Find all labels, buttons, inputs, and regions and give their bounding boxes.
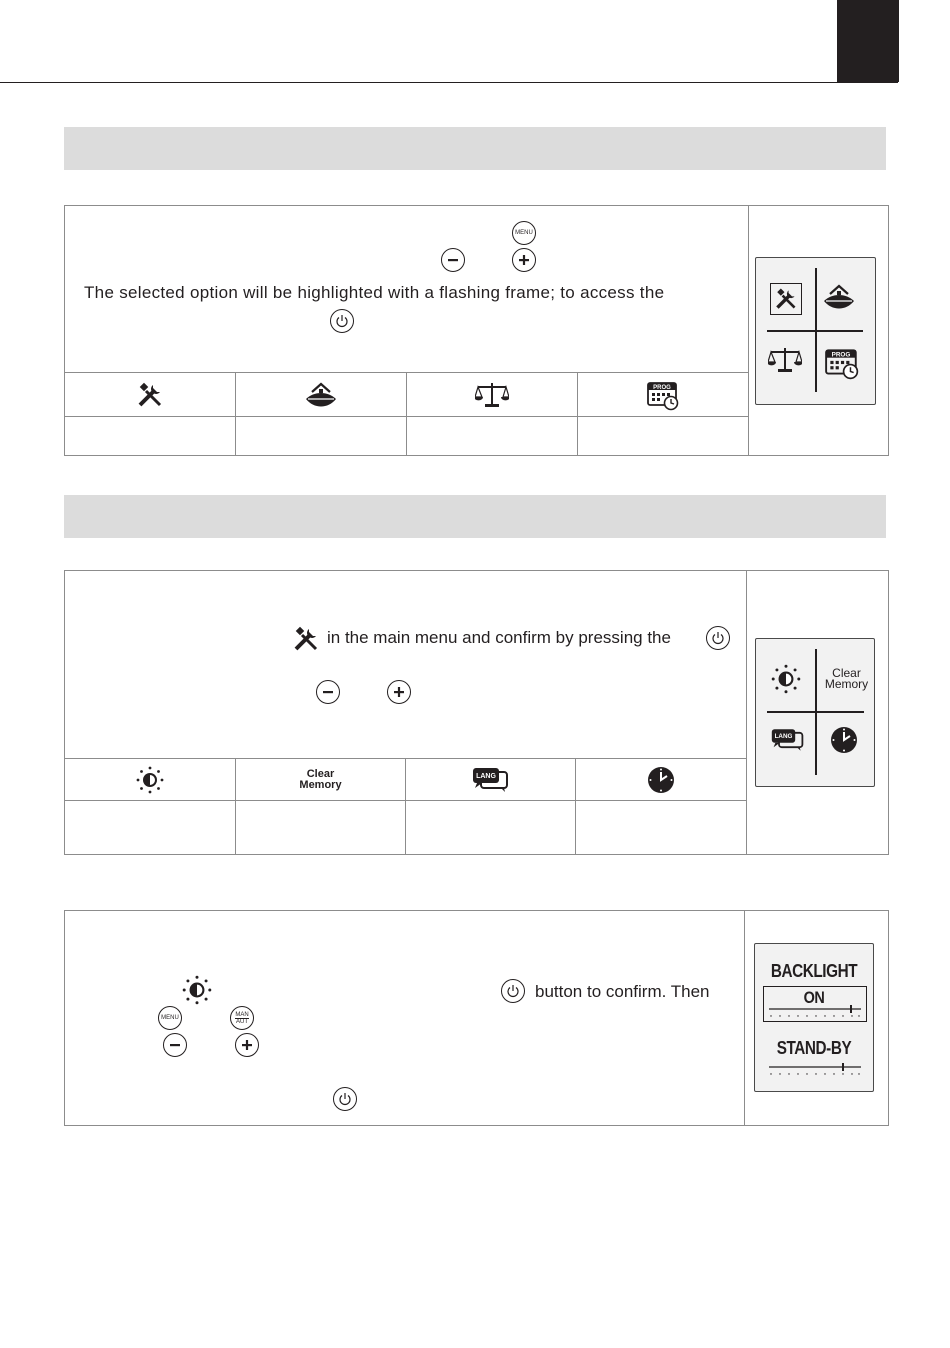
plus-button-icon bbox=[235, 1033, 259, 1057]
scales-icon bbox=[407, 373, 577, 416]
tools-icon bbox=[65, 373, 235, 416]
home-leaf-icon bbox=[236, 373, 406, 416]
page-corner-tab bbox=[837, 0, 899, 82]
clock-icon bbox=[576, 759, 746, 800]
power-button-icon bbox=[330, 309, 354, 333]
power-button-icon bbox=[501, 979, 525, 1003]
brightness-icon bbox=[181, 974, 213, 1011]
scales-icon bbox=[768, 346, 802, 379]
prog-calendar-icon bbox=[824, 346, 860, 385]
lang-icon bbox=[406, 759, 575, 800]
minus-button-icon bbox=[441, 248, 465, 272]
backlight-on-value: ON bbox=[803, 988, 825, 1007]
prog-calendar-icon bbox=[578, 373, 748, 416]
section-2-box bbox=[64, 570, 889, 855]
menu-button-icon: MENU bbox=[512, 221, 536, 245]
section-1-box bbox=[64, 205, 889, 456]
section-3-box bbox=[64, 910, 889, 1126]
backlight-title: BACKLIGHT bbox=[770, 961, 858, 981]
prog-label: PROG bbox=[831, 351, 851, 359]
divider bbox=[746, 571, 747, 854]
lang-icon bbox=[770, 727, 806, 758]
tools-icon bbox=[770, 283, 802, 315]
stand-by-label: STAND-BY bbox=[776, 1038, 852, 1058]
plus-button-icon bbox=[512, 248, 536, 272]
power-button-icon bbox=[333, 1087, 357, 1111]
brightness-icon bbox=[770, 663, 802, 700]
clear-memory-label: Clear Memory bbox=[824, 666, 869, 691]
clock-icon bbox=[829, 725, 859, 760]
section-1-heading-bar bbox=[64, 127, 886, 170]
plus-button-icon bbox=[387, 680, 411, 704]
section-2-heading-bar bbox=[64, 495, 886, 538]
clear-memory-label: Clear Memory bbox=[299, 767, 342, 791]
on-slider-track bbox=[767, 1004, 863, 1018]
main-menu-display-panel bbox=[755, 257, 876, 405]
home-leaf-icon bbox=[822, 280, 856, 319]
lang-label: LANG bbox=[475, 772, 496, 780]
section-3-body-text: button to confirm. Then bbox=[535, 982, 710, 1001]
stand-by-slider-track bbox=[767, 1062, 863, 1076]
panel-divider bbox=[767, 330, 863, 332]
prog-label: PROG bbox=[653, 384, 671, 391]
brightness-icon bbox=[65, 759, 235, 800]
settings-menu-display-panel bbox=[755, 638, 875, 787]
minus-button-icon bbox=[316, 680, 340, 704]
divider bbox=[744, 911, 745, 1125]
menu-button-icon: MENU bbox=[158, 1006, 182, 1030]
section-2-body-text: in the main menu and confirm by pressing the bbox=[327, 628, 671, 647]
minus-button-icon bbox=[163, 1033, 187, 1057]
lang-label: LANG bbox=[774, 733, 793, 741]
panel-divider bbox=[767, 711, 864, 713]
section-1-body-text: The selected option will be highlighted with a flashing frame; to access the bbox=[84, 283, 665, 302]
divider bbox=[748, 206, 749, 455]
header-rule bbox=[0, 82, 898, 83]
tools-icon bbox=[292, 625, 320, 658]
man-aut-button-icon: MAN AUT bbox=[230, 1006, 254, 1030]
backlight-display-panel bbox=[754, 943, 874, 1092]
power-button-icon bbox=[706, 626, 730, 650]
